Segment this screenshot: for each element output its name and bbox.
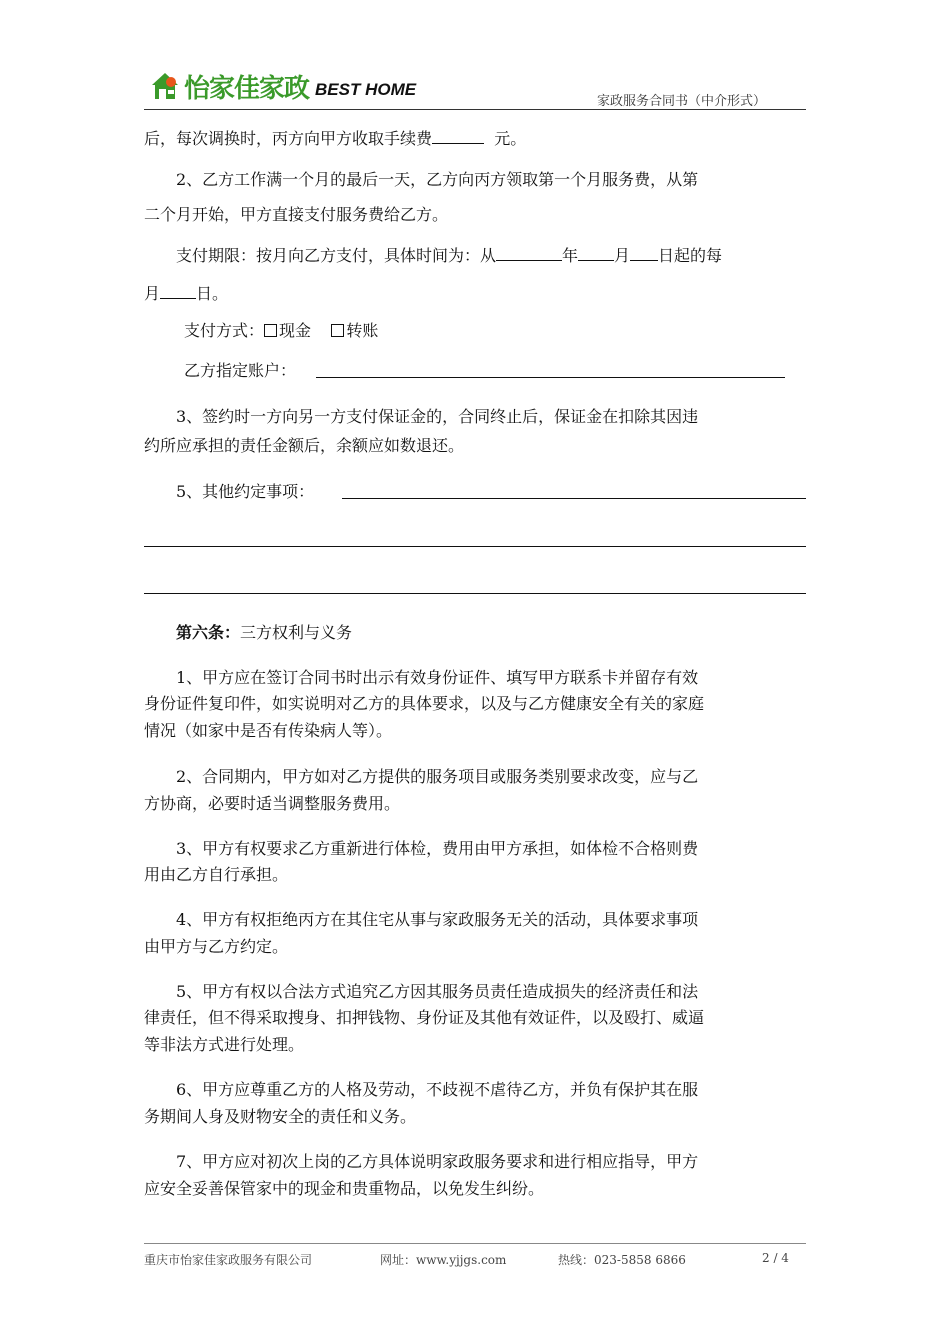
clause-6-line-2: 务期间人身及财物安全的责任和义务。 xyxy=(144,1107,417,1126)
footer-page-number: 2 / 4 xyxy=(762,1251,789,1265)
payment-term-label: 支付期限：按月向乙方支付，具体时间为：从 xyxy=(176,246,497,265)
year-blank[interactable] xyxy=(496,245,562,261)
clause-6-line-1: 6、甲方应尊重乙方的人格及劳动，不歧视不虐待乙方，并负有保护其在服 xyxy=(176,1080,699,1099)
fee-line xyxy=(144,128,526,149)
year-label: 年 xyxy=(562,246,579,265)
day-from-label: 日起的每 xyxy=(658,246,723,265)
clause-5-line-2: 律责任，但不得采取搜身、扣押钱物、身份证及其他有效证件，以及殴打、威逼 xyxy=(144,1008,705,1027)
other-terms-blank-2[interactable] xyxy=(144,546,806,547)
clause-5-line-1: 5、甲方有权以合法方式追究乙方因其服务员责任造成损失的经济责任和法 xyxy=(176,982,699,1001)
house-logo-icon xyxy=(148,69,182,103)
fee-text: 后，每次调换时，丙方向甲方收取手续费 xyxy=(144,129,433,148)
payment-method-line xyxy=(184,321,378,341)
clause-2-line-2: 方协商，必要时适当调整服务费用。 xyxy=(144,794,401,813)
logo-chinese-text: 怡家佳家政 xyxy=(184,73,310,104)
clause-2-line-1: 2、合同期内，甲方如对乙方提供的服务项目或服务类别要求改变，应与乙 xyxy=(176,767,699,786)
clause-5-line-3: 等非法方式进行处理。 xyxy=(144,1035,305,1054)
footer-website: 网址：www.yjjgs.com xyxy=(380,1253,507,1267)
clause-3-line-2: 用由乙方自行承担。 xyxy=(144,865,289,884)
fee-blank[interactable] xyxy=(432,128,484,144)
monthly-day-label: 日。 xyxy=(196,284,229,303)
cash-label: 现金 xyxy=(279,321,312,340)
payment-method-label: 支付方式： xyxy=(184,321,265,340)
footer-divider xyxy=(144,1243,806,1244)
transfer-checkbox[interactable] xyxy=(331,324,344,337)
other-terms-blank-3[interactable] xyxy=(144,593,806,594)
month-blank[interactable] xyxy=(578,245,614,261)
account-label: 乙方指定账户： xyxy=(184,361,297,380)
paragraph-2-line-2: 二个月开始，甲方直接支付服务费给乙方。 xyxy=(144,205,449,224)
other-terms-blank-1[interactable] xyxy=(342,498,806,499)
company-logo xyxy=(148,68,416,104)
clause-4-line-1: 4、甲方有权拒绝丙方在其住宅从事与家政服务无关的活动，具体要求事项 xyxy=(176,910,699,929)
article-6-heading xyxy=(176,623,352,643)
clause-7-line-1: 7、甲方应对初次上岗的乙方具体说明家政服务要求和进行相应指导，甲方 xyxy=(176,1152,699,1171)
day-blank[interactable] xyxy=(630,245,658,261)
article-6-title: 三方权利与义务 xyxy=(240,623,353,642)
footer-company: 重庆市怡家佳家政服务有限公司 xyxy=(144,1253,313,1267)
clause-1-line-1: 1、甲方应在签订合同书时出示有效身份证件、填写甲方联系卡并留存有效 xyxy=(176,668,699,687)
paragraph-2-line-1: 2、乙方工作满一个月的最后一天，乙方向丙方领取第一个月服务费，从第 xyxy=(176,170,699,189)
clause-3-line-1: 3、甲方有权要求乙方重新进行体检，费用由甲方承担，如体检不合格则费 xyxy=(176,839,699,858)
header-divider xyxy=(144,109,806,110)
fee-unit: 元。 xyxy=(494,129,527,148)
other-terms-label: 5、其他约定事项： xyxy=(176,482,315,501)
footer-hotline: 热线：023-5858 6866 xyxy=(558,1253,686,1267)
clause-4-line-2: 由甲方与乙方约定。 xyxy=(144,937,289,956)
payment-term-line-2 xyxy=(144,283,228,304)
monthly-day-blank[interactable] xyxy=(160,283,196,299)
transfer-label: 转账 xyxy=(346,321,379,340)
document-title: 家政服务合同书（中介形式） xyxy=(596,94,766,109)
article-6-label: 第六条： xyxy=(176,623,241,642)
paragraph-3-line-2: 约所应承担的责任金额后，余额应如数退还。 xyxy=(144,436,465,455)
account-blank[interactable] xyxy=(316,377,785,378)
cash-checkbox[interactable] xyxy=(264,324,277,337)
clause-1-line-2: 身份证件复印件，如实说明对乙方的具体要求，以及与乙方健康安全有关的家庭 xyxy=(144,694,705,713)
logo-english-text: BEST HOME xyxy=(315,80,417,99)
monthly-label: 月 xyxy=(144,284,161,303)
clause-7-line-2: 应安全妥善保管家中的现金和贵重物品，以免发生纠纷。 xyxy=(144,1179,545,1198)
month-label: 月 xyxy=(614,246,631,265)
payment-term-line xyxy=(176,245,722,266)
clause-1-line-3: 情况（如家中是否有传染病人等）。 xyxy=(144,721,393,740)
paragraph-3-line-1: 3、签约时一方向另一方支付保证金的，合同终止后，保证金在扣除其因违 xyxy=(176,407,699,426)
